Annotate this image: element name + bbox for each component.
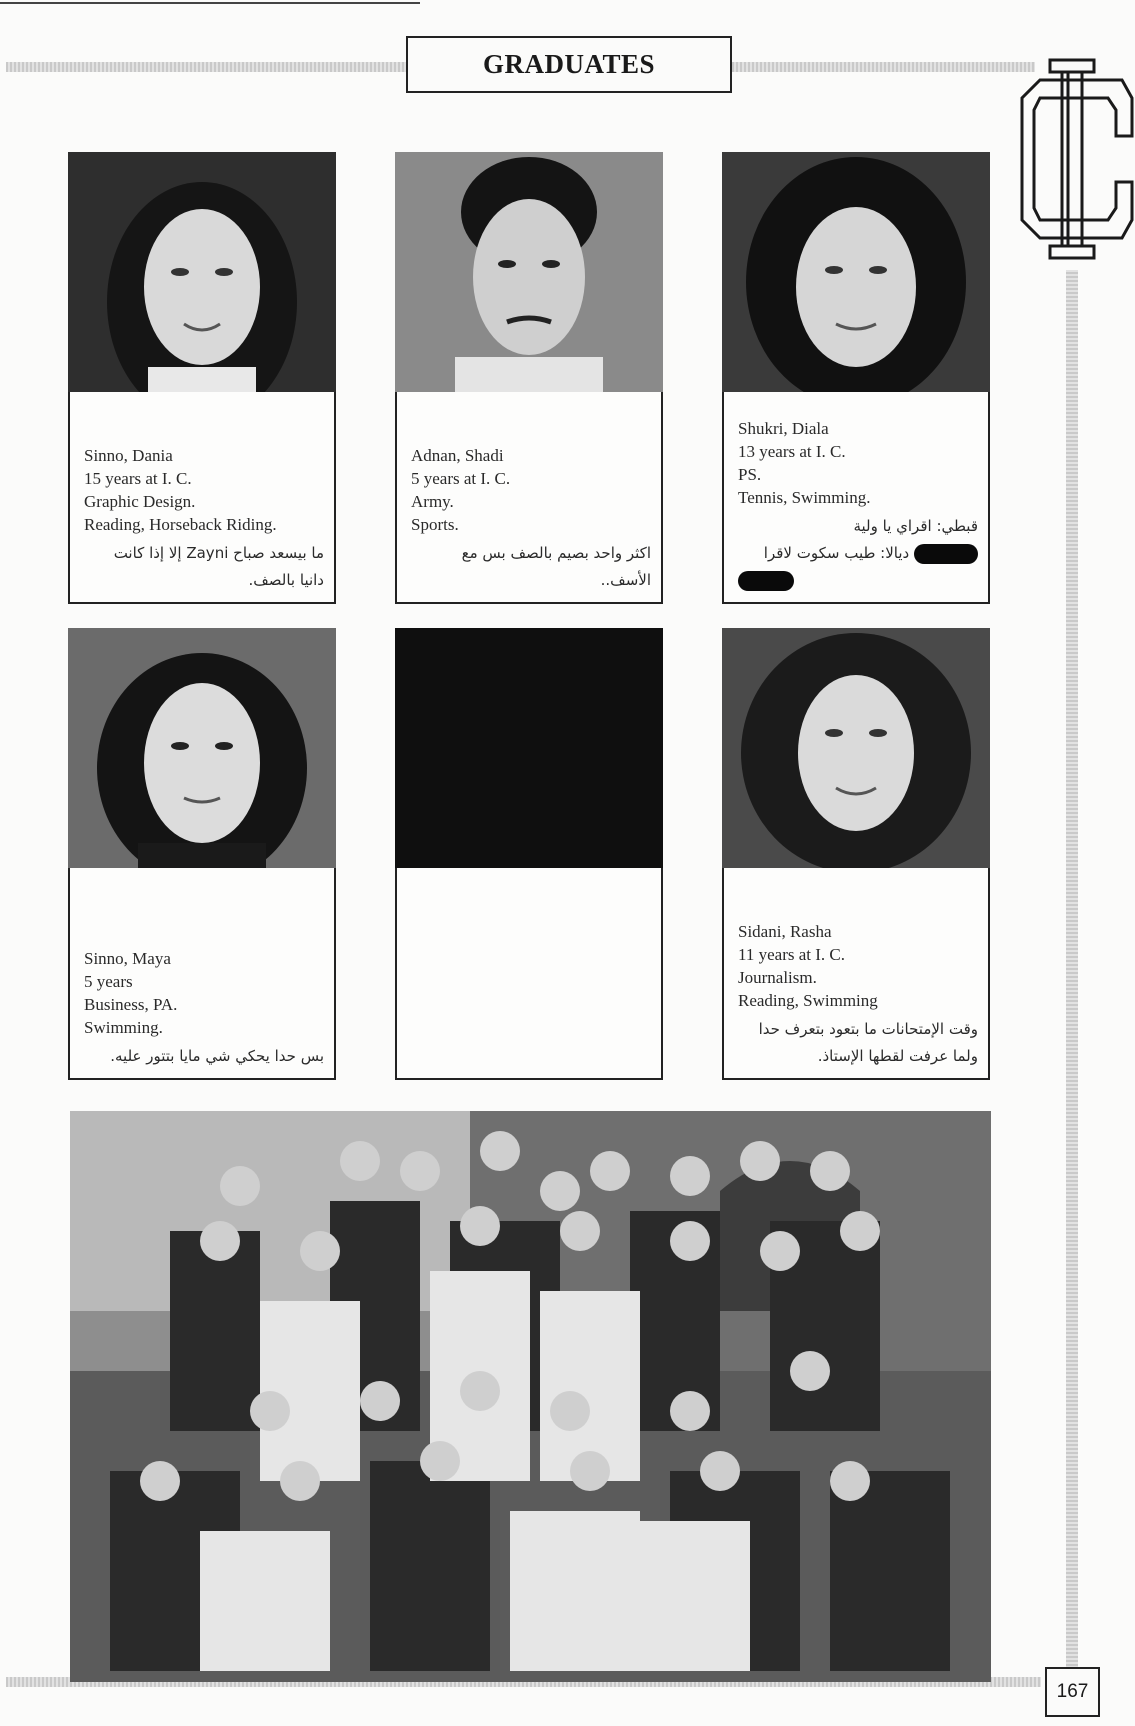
graduate-field: PS. [738, 465, 762, 484]
graduate-caption [411, 444, 651, 594]
graduate-name: Shukri, Diala [738, 419, 829, 438]
redaction-mark [738, 571, 794, 591]
graduate-years: 15 years at I. C. [84, 469, 192, 488]
quote-line: قبطي: اقراي يا ولية [853, 517, 978, 535]
quote-line: ولما عرفت لقطها الإستاذ. [817, 1047, 978, 1065]
graduate-years: 11 years at I. C. [738, 945, 846, 964]
portrait-photo [68, 628, 336, 868]
quote-line [738, 540, 978, 567]
ic-monogram-logo [1010, 58, 1135, 263]
graduate-hobbies: Sports. [411, 515, 459, 534]
graduate-card [395, 152, 663, 604]
graduate-quote [84, 540, 324, 594]
graduate-hobbies: Swimming. [84, 1018, 163, 1037]
graduate-field: Army. [411, 492, 454, 511]
quote-line: دانيا بالصف. [248, 571, 324, 589]
graduate-field: Journalism. [738, 968, 817, 987]
graduate-hobbies: Reading, Horseback Riding. [84, 515, 277, 534]
header-band-right [732, 62, 1035, 72]
graduate-name: Adnan, Shadi [411, 446, 504, 465]
graduate-caption [84, 947, 324, 1070]
graduate-name: Sidani, Rasha [738, 922, 832, 941]
graduate-caption [84, 444, 324, 594]
graduate-field: Graphic Design. [84, 492, 196, 511]
portrait-photo [68, 152, 336, 392]
graduate-card [722, 628, 990, 1080]
graduate-quote [738, 1016, 978, 1070]
graduate-years: 5 years at I. C. [411, 469, 511, 488]
quote-line: وقت الإمتحانات ما بتعود بتعرف حدا [758, 1020, 978, 1038]
portrait-photo [722, 152, 990, 392]
ic-logo-icon [1010, 58, 1135, 263]
graduate-hobbies: Reading, Swimming [738, 991, 878, 1010]
graduate-card [722, 152, 990, 604]
graduate-hobbies: Tennis, Swimming. [738, 488, 871, 507]
graduate-field: Business, PA. [84, 995, 178, 1014]
quote-line-text: ديالا: طيب سكوت لاقرا [763, 544, 910, 562]
header-band-left [6, 62, 406, 72]
redaction-mark [914, 544, 978, 564]
right-vertical-band [1066, 270, 1078, 1670]
graduate-quote [84, 1043, 324, 1070]
page-title: GRADUATES [482, 49, 656, 79]
quote-line: الأسف.. [600, 571, 651, 589]
graduate-caption [738, 920, 978, 1070]
graduate-name: Sinno, Maya [84, 949, 171, 968]
graduate-years: 13 years at I. C. [738, 442, 846, 461]
graduate-card-empty [395, 628, 663, 1080]
graduate-card [68, 628, 336, 1080]
quote-line: اكثر واحد بصيم بالصف بس مع [461, 544, 651, 562]
blank-photo [395, 628, 663, 868]
graduate-quote [411, 540, 651, 594]
quote-line: ما بيسعد صباح Zayni إلا إذا كانت [113, 544, 324, 562]
page-title-box [406, 36, 732, 93]
quote-line [738, 567, 978, 594]
quote-line: بس حدا يحكي شي مايا بتتور عليه. [110, 1047, 324, 1065]
graduate-years: 5 years [84, 972, 133, 991]
graduate-caption [738, 417, 978, 594]
graduate-card [68, 152, 336, 604]
portrait-photo [722, 628, 990, 868]
graduate-name: Sinno, Dania [84, 446, 173, 465]
page-number: 167 [1045, 1667, 1100, 1717]
class-group-photo [70, 1111, 991, 1682]
graduate-quote [738, 513, 978, 594]
top-rule [0, 2, 420, 4]
portrait-photo [395, 152, 663, 392]
